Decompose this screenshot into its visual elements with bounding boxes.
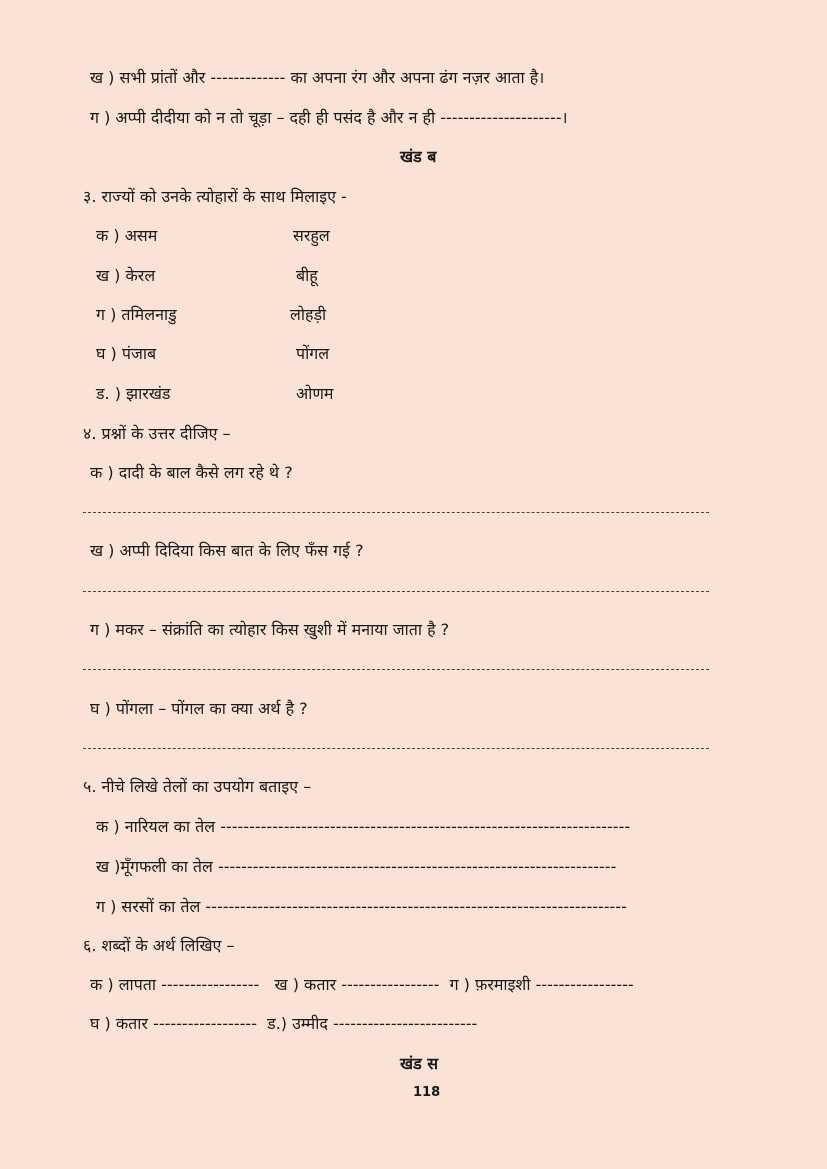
q5-item: ख )मूँगफली का तेल ---------------------------------------------------------------------: [96, 857, 617, 876]
answer-line: [83, 748, 709, 749]
q3-row-festival: ओणम: [296, 384, 334, 403]
q3-row-state: क ) असम: [96, 226, 158, 245]
q6-word: घ ) कतार ------------------: [90, 1014, 257, 1033]
q3-row-state: ड. ) झारखंड: [96, 384, 171, 403]
q5-item: ग ) सरसों का तेल -------------------------------------------------------------------------: [96, 897, 627, 916]
q6-word: क ) लापता -----------------: [90, 975, 260, 994]
q5-title: ५. नीचे लिखे तेलों का उपयोग बताइए –: [83, 777, 312, 796]
q6-row: [90, 1014, 477, 1034]
q6-word: ख ) कतार -----------------: [274, 975, 440, 994]
q4-question: ग ) मकर – संक्रांति का त्योहार किस खुशी में मनाया जाता है ?: [90, 620, 450, 639]
q4-question: ख ) अप्पी दिदिया किस बात के लिए फँस गई ?: [90, 541, 364, 560]
answer-line: [83, 669, 709, 670]
answer-line: [83, 512, 709, 513]
q6-word: ग ) फ़रमाइशी -----------------: [449, 975, 634, 994]
q3-row-state: ग ) तमिलनाडु: [96, 305, 177, 324]
q3-row-festival: लोहड़ी: [290, 305, 327, 324]
q3-row-festival: सरहुल: [293, 226, 330, 245]
q3-row-state: घ ) पंजाब: [96, 344, 157, 363]
q6-word: ड.) उम्मीद -------------------------: [267, 1014, 478, 1033]
q6-row: [90, 975, 634, 995]
q3-title: ३. राज्यों को उनके त्योहारों के साथ मिलाइए -: [83, 187, 347, 206]
page-number: 118: [413, 1085, 441, 1100]
answer-line: [83, 591, 709, 592]
q6-title: ६. शब्दों के अर्थ लिखिए –: [83, 936, 235, 955]
q3-row-state: ख ) केरल: [96, 266, 156, 285]
q5-item: क ) नारियल का तेल -----------------------------------------------------------------------: [96, 817, 631, 836]
q3-row-festival: बीहू: [296, 266, 318, 285]
q4-title: ४. प्रश्नों के उत्तर दीजिए –: [83, 424, 231, 443]
fill-blank-ga: ग ) अप्पी दीदीया को न तो चूड़ा – दही ही पसंद है और न ही ---------------------।: [90, 108, 568, 127]
section-b-heading: खंड ब: [400, 147, 437, 166]
fill-blank-kh: ख ) सभी प्रांतों और ------------- का अपना रंग और अपना ढंग नज़र आता है।: [90, 68, 545, 87]
q3-row-festival: पोंगल: [296, 344, 330, 363]
q4-question: क ) दादी के बाल कैसे लग रहे थे ?: [90, 463, 293, 482]
section-c-heading: खंड स: [400, 1054, 439, 1073]
q4-question: घ ) पोंगला – पोंगल का क्या अर्थ है ?: [90, 699, 308, 718]
